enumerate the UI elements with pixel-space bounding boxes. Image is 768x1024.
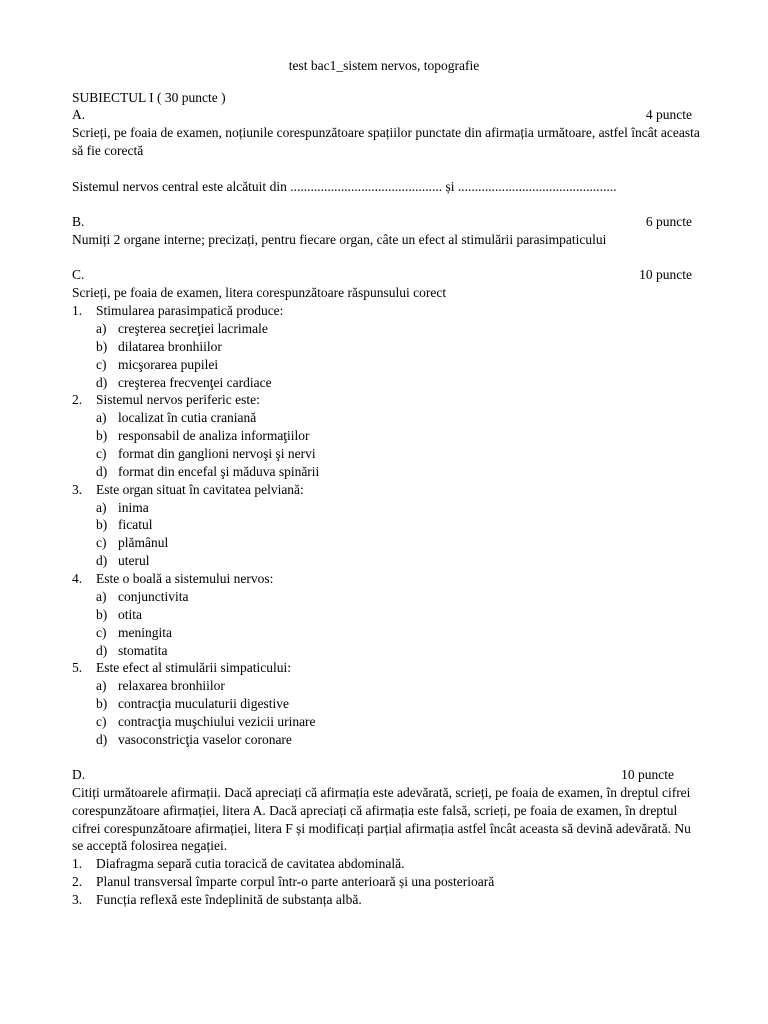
option-text: format din ganglioni nervoşi şi nervi <box>118 446 316 461</box>
section-a-points: 4 puncte <box>645 107 692 122</box>
option-text: stomatita <box>118 643 168 658</box>
section-c-points: 10 puncte <box>639 267 692 282</box>
statement-text: Diafragma separă cutia toracică de cavitatea abdominală. <box>96 856 405 871</box>
option-label: a) <box>96 589 107 604</box>
section-d-header <box>72 766 674 784</box>
question-number: 3. <box>72 482 83 497</box>
document-title: test bac1_sistem nervos, topografie <box>288 58 480 73</box>
option-label: b) <box>96 607 108 622</box>
option-label: b) <box>96 517 108 532</box>
statement-number: 1. <box>72 856 83 871</box>
option-text: relaxarea bronhiilor <box>118 678 225 693</box>
option-text: creşterea secreţiei lacrimale <box>118 321 268 336</box>
section-c-instruction: Scrieți, pe foaia de examen, litera corespunzătoare răspunsului corect <box>72 285 447 300</box>
option-text: plămânul <box>118 535 169 550</box>
option-text: vasoconstricţia vaselor coronare <box>118 732 292 747</box>
option-label: b) <box>96 428 108 443</box>
section-b-instruction: Numiți 2 organe interne; precizați, pentru fiecare organ, câte un efect al stimulării parasimpaticului <box>72 232 607 247</box>
option-text: format din encefal şi măduva spinării <box>118 464 320 479</box>
option-text: ficatul <box>118 517 153 532</box>
option-label: d) <box>96 732 108 747</box>
option-text: micşorarea pupilei <box>118 357 219 372</box>
option-label: c) <box>96 714 107 729</box>
section-c-letter: C. <box>72 267 85 282</box>
option-text: dilatarea bronhiilor <box>118 339 222 354</box>
option-text: meningita <box>118 625 172 640</box>
section-b-header <box>72 213 692 231</box>
option-label: b) <box>96 339 108 354</box>
question-text: Sistemul nervos periferic este: <box>96 392 260 407</box>
question-text: Este efect al stimulării simpaticului: <box>96 660 291 675</box>
option-label: d) <box>96 464 108 479</box>
question-number: 1. <box>72 303 83 318</box>
question-text: Stimularea parasimpatică produce: <box>96 303 284 318</box>
section-a-instruction: Scrieți, pe foaia de examen, noțiunile corespunzătoare spațiilor punctate din afirmația următoare, astfel încât aceasta să fie corectă <box>72 125 700 158</box>
section-a-letter: A. <box>72 107 86 122</box>
option-label: a) <box>96 321 107 336</box>
section-d-letter: D. <box>72 767 86 782</box>
section-b-points: 6 puncte <box>645 214 692 229</box>
option-label: c) <box>96 357 107 372</box>
section-d-points: 10 puncte <box>621 767 674 782</box>
section-a-sentence: Sistemul nervos central este alcătuit din ............................................. și ............................................... <box>72 179 617 194</box>
option-label: a) <box>96 410 107 425</box>
question-number: 2. <box>72 392 83 407</box>
option-label: b) <box>96 696 108 711</box>
section-a-header <box>72 106 692 124</box>
option-label: a) <box>96 500 107 515</box>
option-label: d) <box>96 375 108 390</box>
option-text: contracţia muculaturii digestive <box>118 696 289 711</box>
option-text: conjunctivita <box>118 589 189 604</box>
option-text: responsabil de analiza informaţiilor <box>118 428 310 443</box>
option-text: otita <box>118 607 142 622</box>
question-text: Este organ situat în cavitatea pelviană: <box>96 482 304 497</box>
statement-text: Planul transversal împarte corpul într-o parte anterioară și una posterioară <box>96 874 495 889</box>
option-text: uterul <box>118 553 150 568</box>
subject-heading: SUBIECTUL I ( 30 puncte ) <box>72 90 226 105</box>
statement-number: 3. <box>72 892 83 907</box>
option-text: contracţia muşchiului vezicii urinare <box>118 714 316 729</box>
option-label: c) <box>96 535 107 550</box>
option-text: localizat în cutia craniană <box>118 410 257 425</box>
question-number: 4. <box>72 571 83 586</box>
statement-text: Funcția reflexă este îndeplinită de substanța albă. <box>96 892 362 907</box>
option-label: c) <box>96 446 107 461</box>
option-text: inima <box>118 500 149 515</box>
section-c-header <box>72 266 692 284</box>
question-number: 5. <box>72 660 83 675</box>
option-label: d) <box>96 553 108 568</box>
option-label: a) <box>96 678 107 693</box>
statement-number: 2. <box>72 874 83 889</box>
section-d-instruction: Citiți următoarele afirmații. Dacă apreciați că afirmația este adevărată, scrieți, pe foaia de examen, în dreptul cifrei corespunzătoare afirmației, litera A. Dacă apreciați că afirmația este falsă, scrieți, pe foaia de examen, în dreptul cifrei corespunzătoare afirmației, litera F și modificați parțial afirmația astfel încât aceasta să devină adevărată. Nu se acceptă folosirea negației. <box>72 785 691 854</box>
option-label: c) <box>96 625 107 640</box>
question-text: Este o boală a sistemului nervos: <box>96 571 274 586</box>
option-text: creşterea frecvenţei cardiace <box>118 375 272 390</box>
section-b-letter: B. <box>72 214 85 229</box>
option-label: d) <box>96 643 108 658</box>
